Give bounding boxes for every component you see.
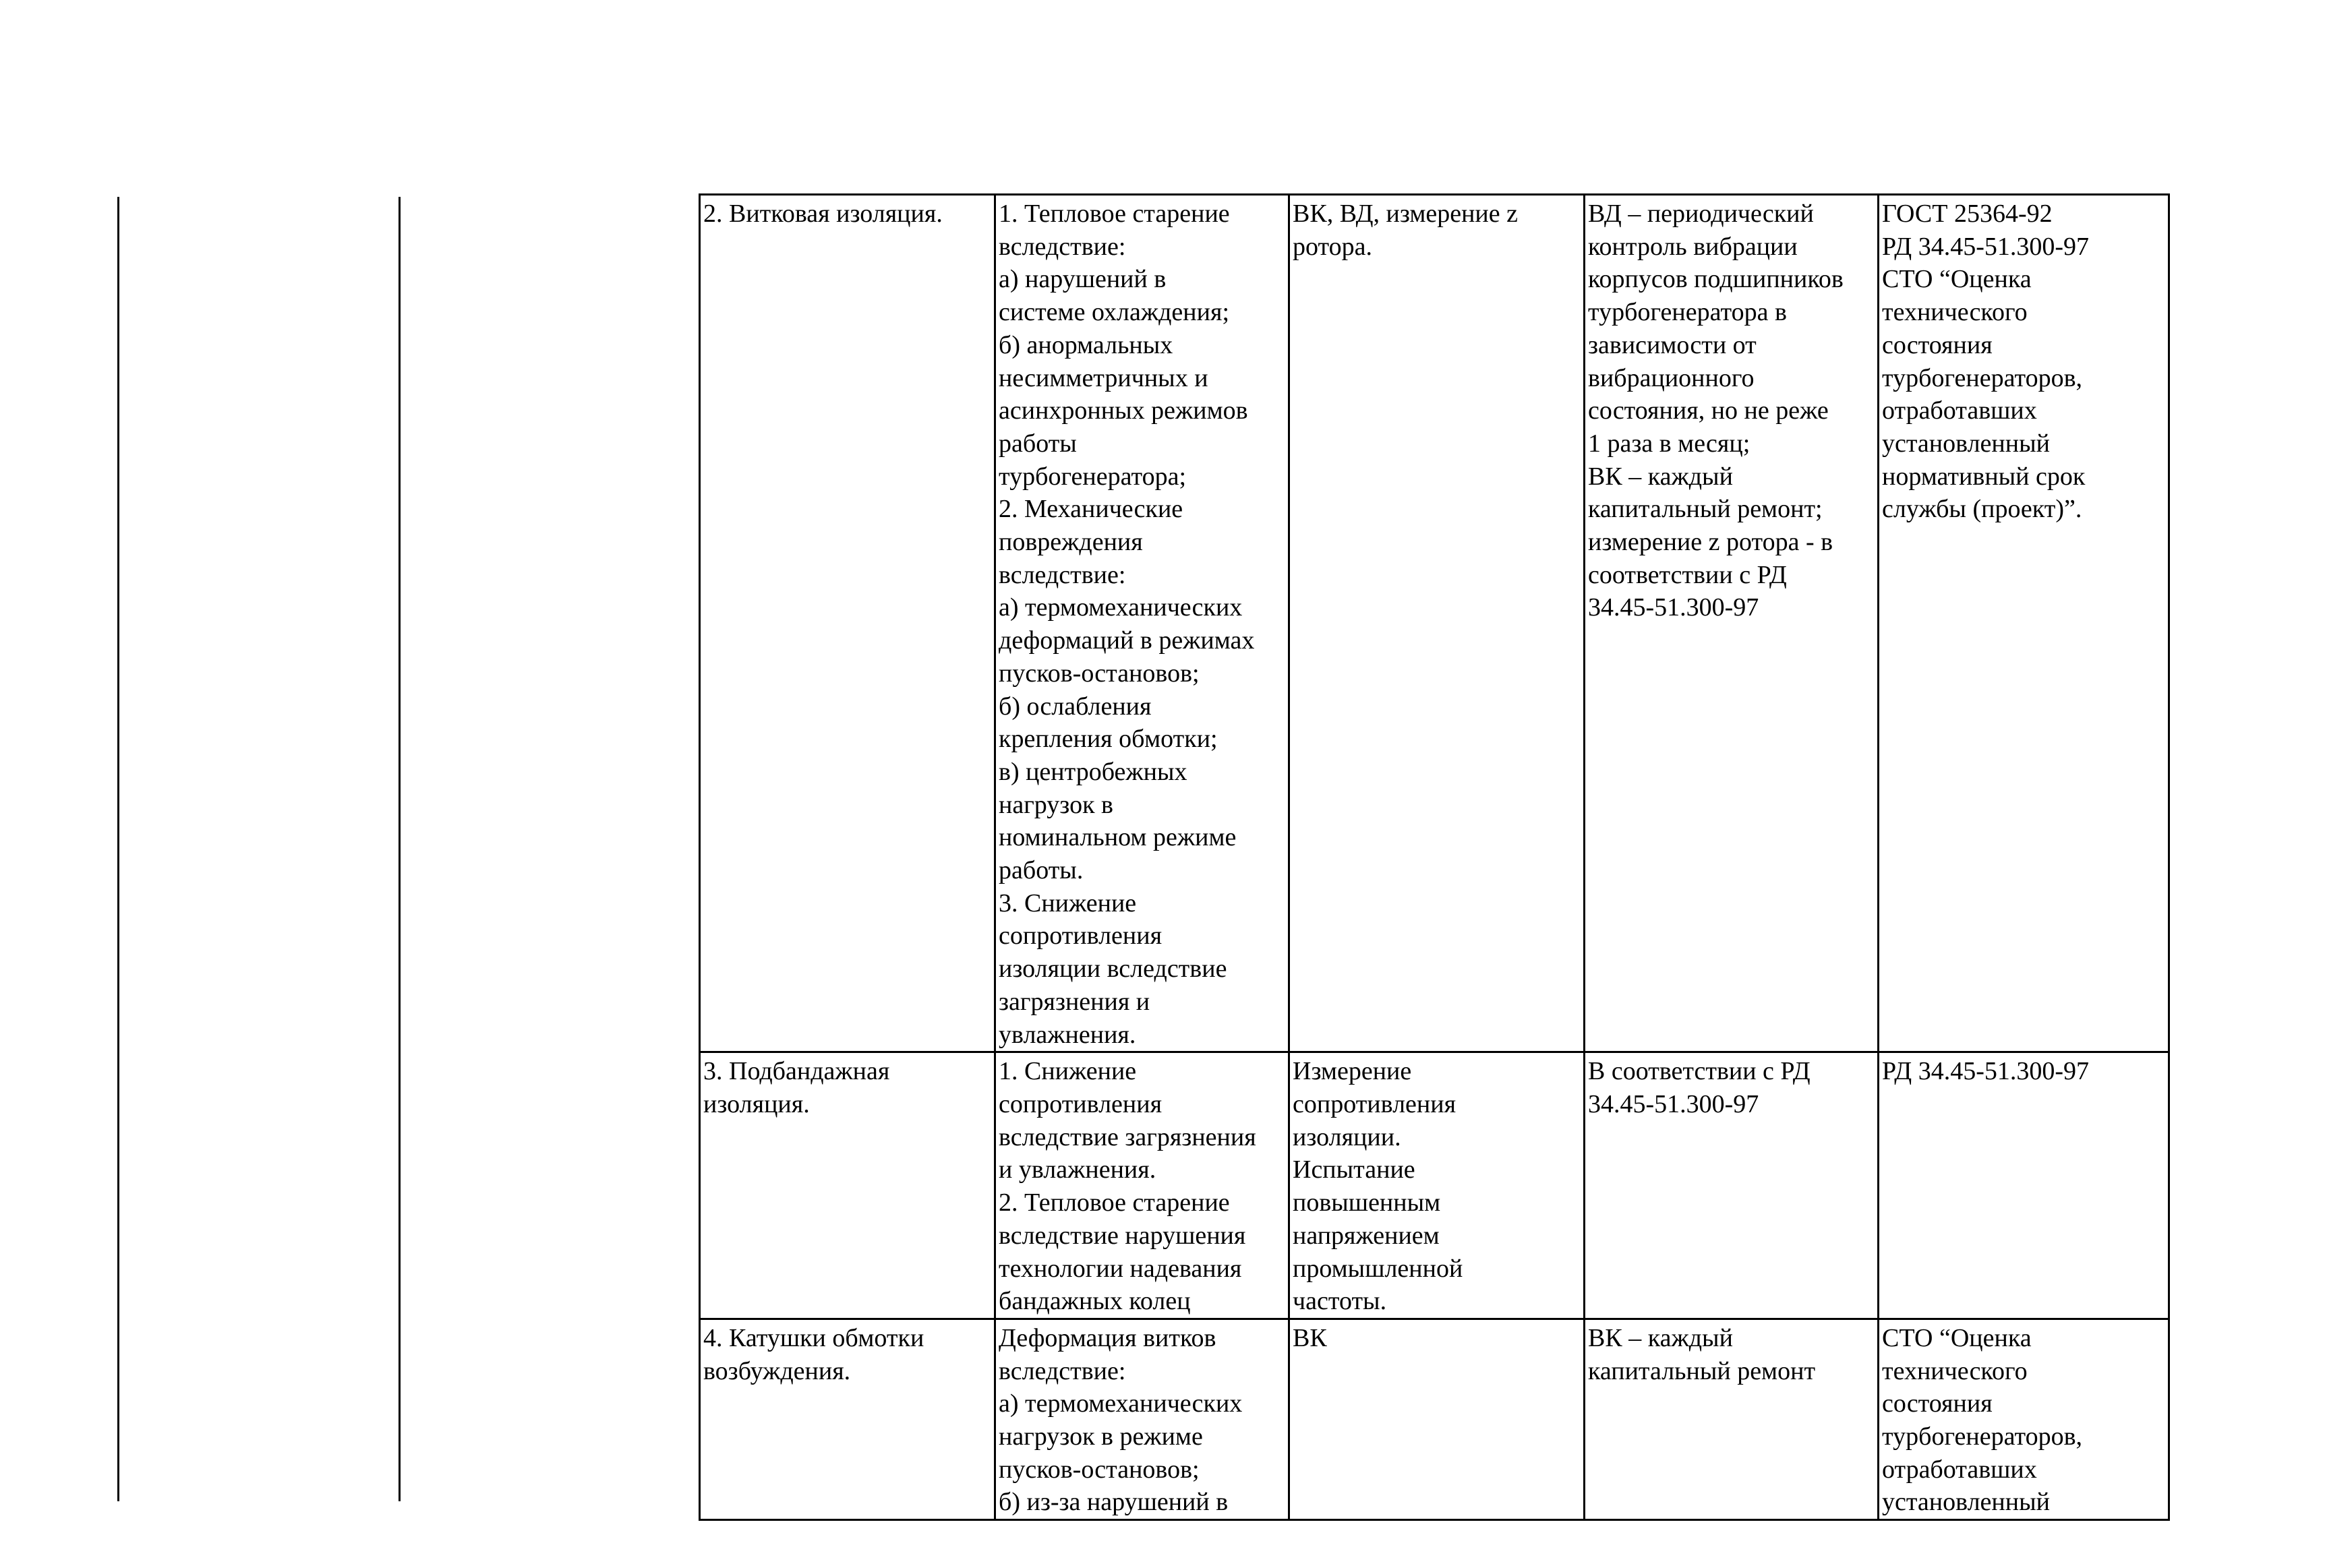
normative-text: РД 34.45-51.300-97 <box>1882 1057 2090 1086</box>
methods-cell <box>1289 1319 1585 1519</box>
normative-text: ГОСТ 25364-92 РД 34.45-51.300-97 СТО “Оценка технического состояния турбогенераторов, отработавших установленный нормативный срок службы (проект)”. <box>1882 200 2090 524</box>
causes-text: Деформация витков вследствие: а) термомеханических нагрузок в режиме пусков-остановов; б) из-за нарушений в <box>999 1323 1243 1517</box>
methods-text: ВК, ВД, измерение z ротора. <box>1293 200 1519 261</box>
table-row <box>700 195 2169 1052</box>
causes-cell <box>995 1319 1289 1519</box>
causes-text: 1. Тепловое старение вследствие: а) нарушений в системе охлаждения; б) анормальных несимметричных и асинхронных режимов работы турбогенератора; 2. Механические повреждения вследствие: а) термомеханических деформаций в режимах пусков-остановов; б) ослабления крепления обмотки; в) центробежных нагрузок в номинальном режиме работы. 3. Снижение сопротивления изоляции вследствие загрязнения и увлажнения. <box>999 200 1255 1049</box>
periodicity-cell <box>1585 1052 1879 1319</box>
normative-cell <box>1879 1052 2169 1319</box>
left-margin-line-1 <box>117 197 119 1501</box>
normative-cell <box>1879 1319 2169 1519</box>
element-text: 3. Подбандажная изоляция. <box>703 1057 890 1118</box>
methods-text: Измерение сопротивления изоляции. Испытание повышенным напряжением промышленной частоты. <box>1293 1057 1463 1316</box>
element-text: 4. Катушки обмотки возбуждения. <box>703 1323 924 1385</box>
methods-cell <box>1289 1052 1585 1319</box>
periodicity-text: ВК – каждый капитальный ремонт <box>1588 1323 1816 1385</box>
methods-cell <box>1289 195 1585 1052</box>
periodicity-cell <box>1585 1319 1879 1519</box>
periodicity-text: ВД – периодический контроль вибрации корпусов подшипников турбогенератора в зависимости от вибрационного состояния, но не реже 1 раза в месяц; ВК – каждый капитальный ремонт; измерение z ротора - в соответствии с РД 34.45-51.300-97 <box>1588 200 1844 622</box>
normative-cell <box>1879 195 2169 1052</box>
table-row <box>700 1052 2169 1319</box>
left-margin-line-2 <box>399 197 401 1501</box>
element-text: 2. Витковая изоляция. <box>703 200 943 228</box>
defects-table <box>699 193 2170 1521</box>
table-row <box>700 1319 2169 1519</box>
periodicity-text: В соответствии с РД 34.45-51.300-97 <box>1588 1057 1811 1118</box>
normative-text: СТО “Оценка технического состояния турбогенераторов, отработавших установленный <box>1882 1323 2083 1517</box>
causes-cell <box>995 195 1289 1052</box>
element-cell <box>700 195 995 1052</box>
element-cell <box>700 1319 995 1519</box>
periodicity-cell <box>1585 195 1879 1052</box>
methods-text: ВК <box>1293 1323 1327 1352</box>
causes-text: 1. Снижение сопротивления вследствие загрязнения и увлажнения. 2. Тепловое старение вследствие нарушения технологии надевания бандажных колец <box>999 1057 1256 1316</box>
element-cell <box>700 1052 995 1319</box>
causes-cell <box>995 1052 1289 1319</box>
